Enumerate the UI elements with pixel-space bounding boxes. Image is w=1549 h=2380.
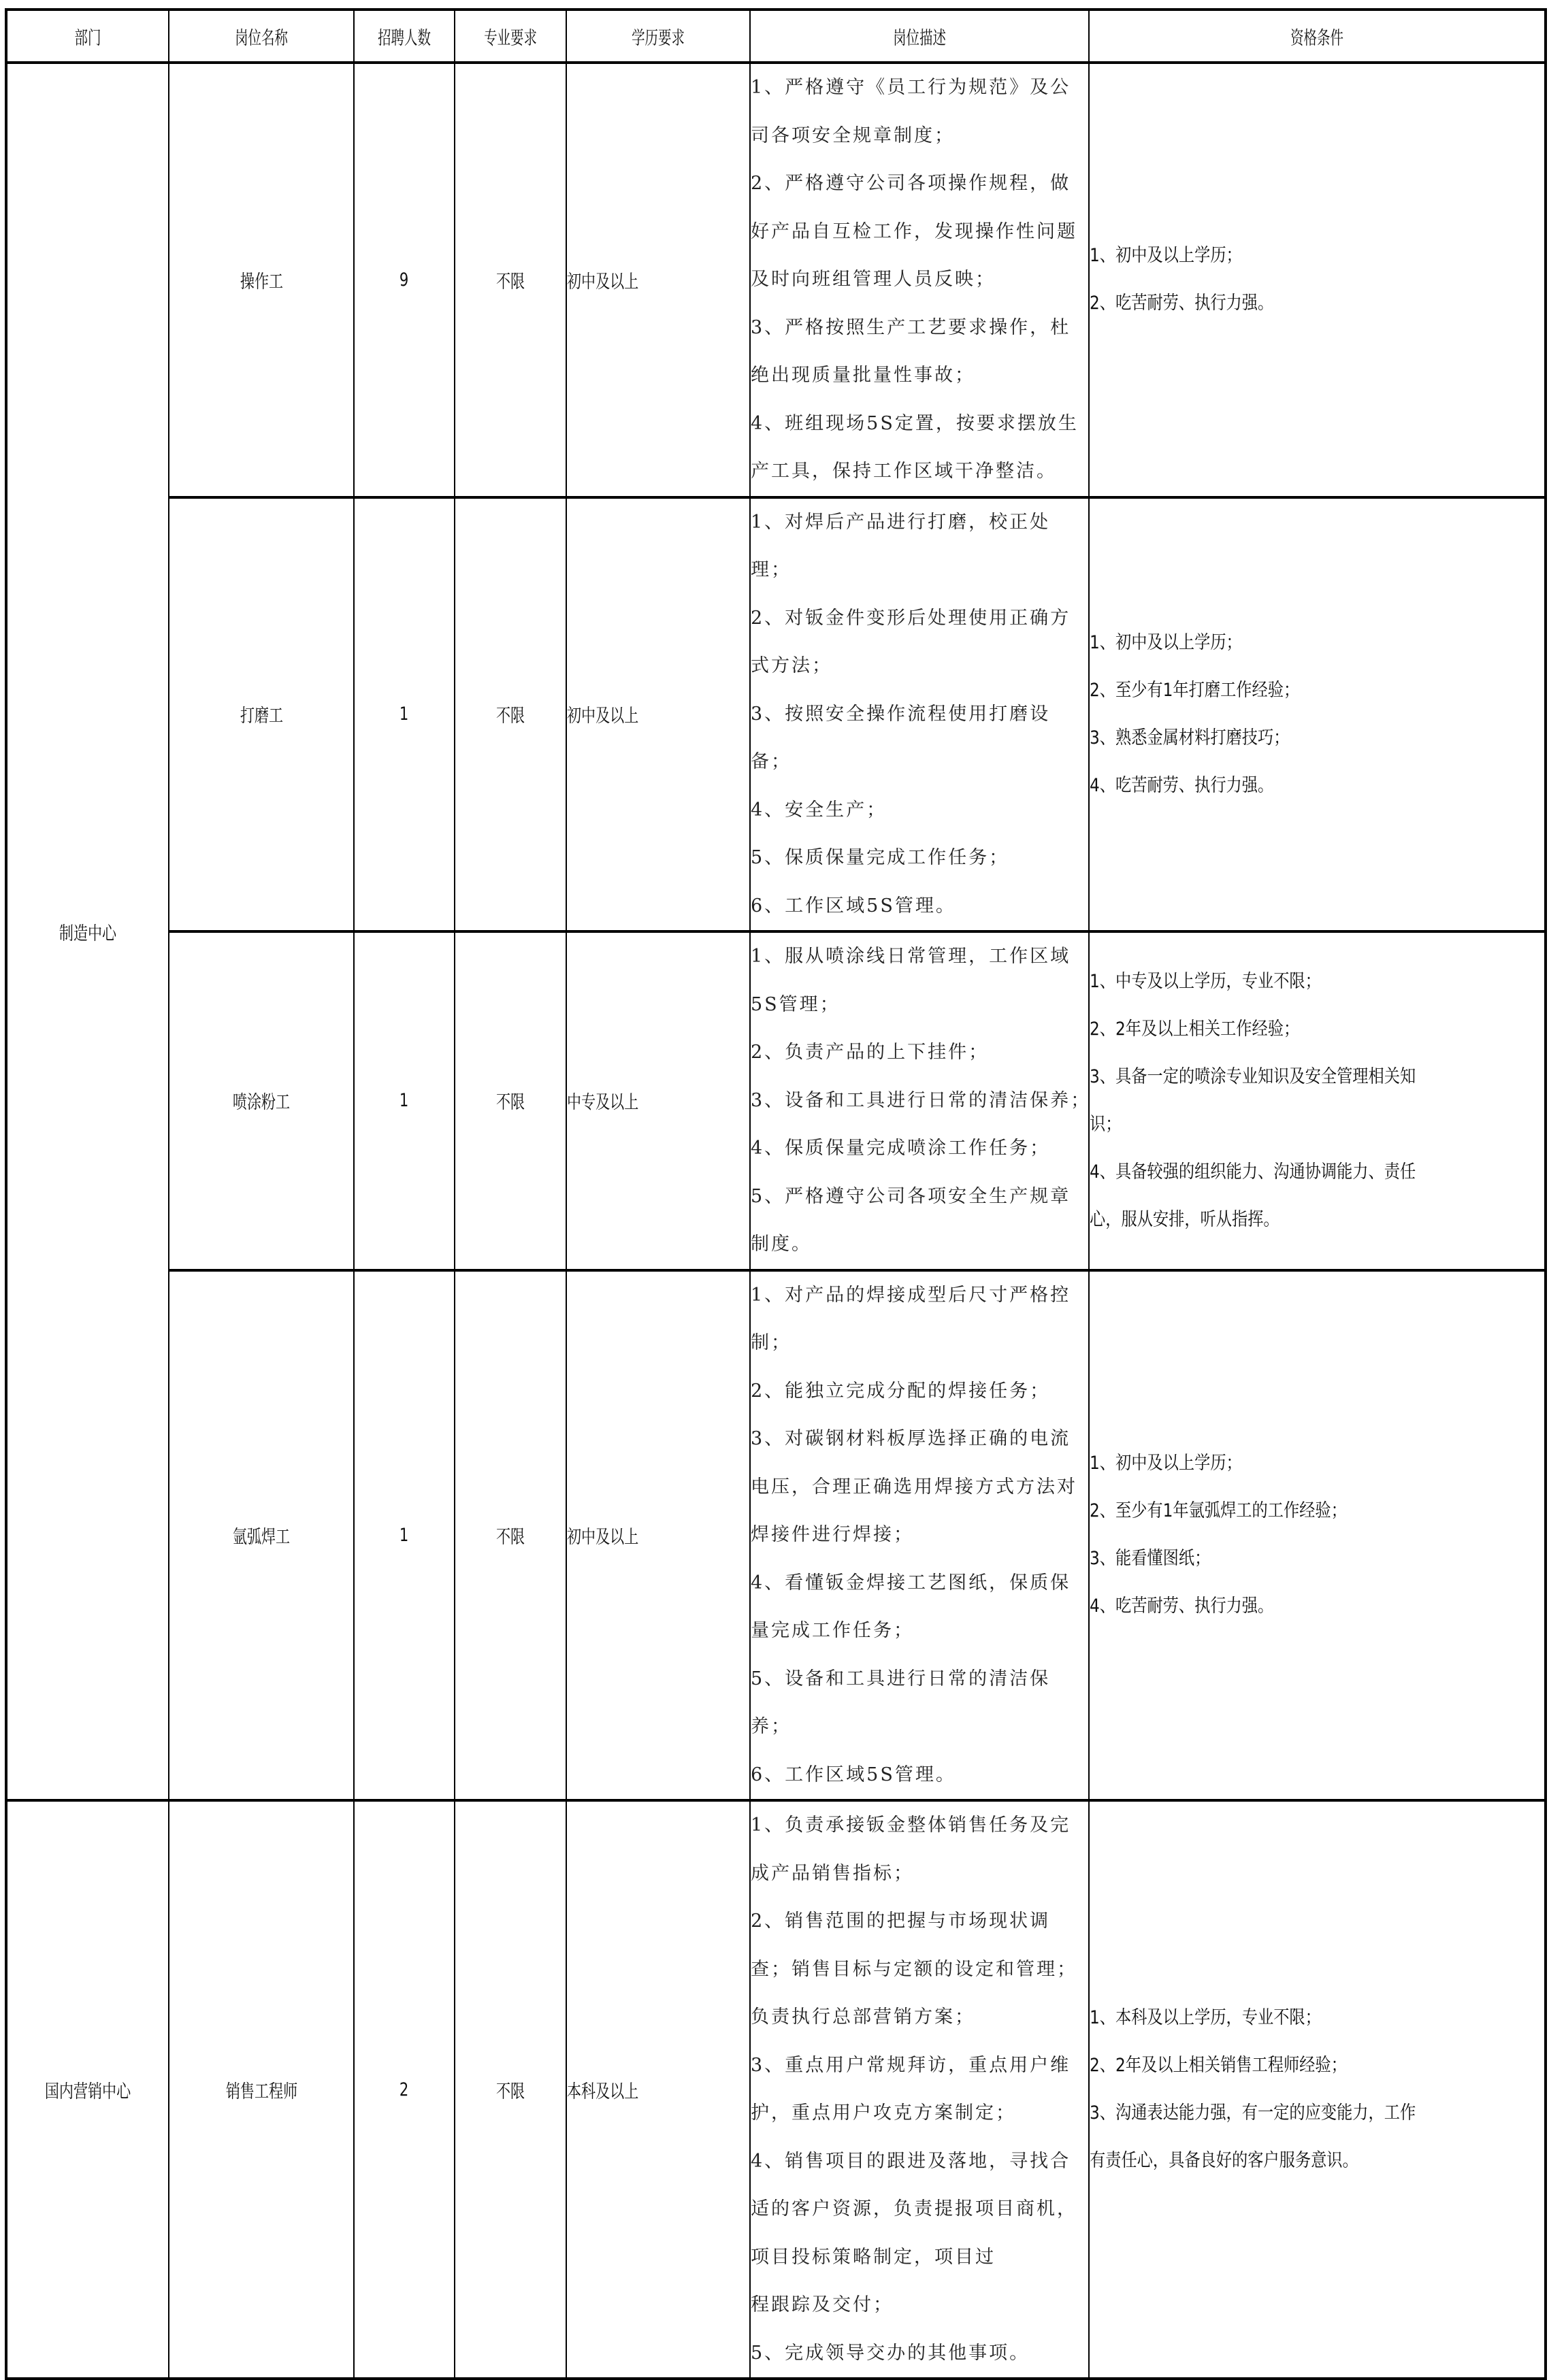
education-cell: 初中及以上 xyxy=(566,497,750,932)
description-line: 程跟踪及交付； xyxy=(751,2294,894,2315)
description-line: 1、对产品的焊接成型后尺寸严格控 xyxy=(751,1284,1071,1306)
qualification-line: 2、2年及以上相关销售工程师经验； xyxy=(1090,2055,1347,2076)
education-cell: 中专及以上 xyxy=(566,931,750,1270)
qualification-line: 1、中专及以上学历，专业不限； xyxy=(1090,970,1321,992)
description-line: 备； xyxy=(751,751,792,772)
description-line: 1、负责承接钣金整体销售任务及完 xyxy=(751,1815,1071,1836)
description-cell xyxy=(750,1800,1089,2379)
description-line: 产工具，保持工作区域干净整洁。 xyxy=(751,461,1057,482)
qualification-line: 4、具备较强的组织能力、沟通协调能力、责任 xyxy=(1090,1161,1416,1183)
position-cell: 喷涂粉工 xyxy=(169,931,354,1270)
qualification-line: 1、初中及以上学历； xyxy=(1090,631,1242,653)
qualification-cell xyxy=(1089,931,1546,1270)
description-line: 4、安全生产； xyxy=(751,799,887,821)
qualification-line: 2、2年及以上相关工作经验； xyxy=(1090,1018,1300,1040)
header-headcount: 招聘人数 xyxy=(354,10,455,63)
description-line: 1、严格遵守《员工行为规范》及公 xyxy=(751,77,1071,98)
major-cell: 不限 xyxy=(455,1800,566,2379)
description-line: 5、完成领导交办的其他事项。 xyxy=(751,2342,1030,2364)
description-line: 查；销售目标与定额的设定和管理； xyxy=(751,1958,1077,1980)
description-line: 制； xyxy=(751,1332,792,1353)
description-line: 4、销售项目的跟进及落地，寻找合 xyxy=(751,2150,1071,2172)
position-cell: 销售工程师 xyxy=(169,1800,354,2379)
description-line: 焊接件进行焊接； xyxy=(751,1524,914,1545)
qualification-line: 4、吃苦耐劳、执行力强。 xyxy=(1090,774,1274,796)
description-line: 5、严格遵守公司各项安全生产规章 xyxy=(751,1185,1071,1207)
description-line: 6、工作区域5S管理。 xyxy=(751,895,956,916)
description-line: 适的客户资源，负责提报项目商机， xyxy=(751,2198,1077,2219)
description-line: 2、对钣金件变形后处理使用正确方 xyxy=(751,607,1071,629)
description-line: 式方法； xyxy=(751,655,832,676)
table-row xyxy=(6,931,1546,1270)
description-line: 负责执行总部营销方案； xyxy=(751,2006,975,2028)
description-line: 理； xyxy=(751,559,792,580)
qualification-cell xyxy=(1089,497,1546,932)
description-line: 及时向班组管理人员反映； xyxy=(751,269,996,290)
qualification-cell xyxy=(1089,1270,1546,1801)
qualification-line: 1、初中及以上学历； xyxy=(1090,245,1242,267)
qualification-line: 2、至少有1年氩弧焊工的工作经验； xyxy=(1090,1500,1347,1522)
description-line: 好产品自互检工作，发现操作性问题 xyxy=(751,220,1077,242)
description-line: 5、设备和工具进行日常的清洁保 xyxy=(751,1668,1051,1689)
headcount-cell: 1 xyxy=(354,931,455,1270)
table-row xyxy=(6,1800,1546,2379)
description-line: 2、负责产品的上下挂件； xyxy=(751,1042,990,1063)
header-position: 岗位名称 xyxy=(169,10,354,63)
header-row xyxy=(6,10,1546,63)
qualification-line: 1、本科及以上学历，专业不限； xyxy=(1090,2007,1321,2028)
description-line: 绝出现质量批量性事故； xyxy=(751,365,975,386)
qualification-cell xyxy=(1089,63,1546,497)
major-cell: 不限 xyxy=(455,1270,566,1801)
description-line: 2、严格遵守公司各项操作规程，做 xyxy=(751,173,1071,194)
qualification-line: 4、吃苦耐劳、执行力强。 xyxy=(1090,1596,1274,1617)
header-major: 专业要求 xyxy=(455,10,566,63)
qualification-line: 有责任心，具备良好的客户服务意识。 xyxy=(1090,2150,1358,2171)
position-cell: 操作工 xyxy=(169,63,354,497)
headcount-cell: 1 xyxy=(354,1270,455,1801)
description-line: 制度。 xyxy=(751,1234,812,1255)
description-line: 项目投标策略制定，项目过 xyxy=(751,2246,996,2268)
table-row xyxy=(6,497,1546,932)
description-line: 3、按照安全操作流程使用打磨设 xyxy=(751,703,1051,725)
description-line: 1、对焊后产品进行打磨，校正处 xyxy=(751,511,1051,533)
headcount-cell: 1 xyxy=(354,497,455,932)
qualification-line: 2、吃苦耐劳、执行力强。 xyxy=(1090,293,1274,314)
description-line: 5S管理； xyxy=(751,993,841,1015)
education-cell: 初中及以上 xyxy=(566,1270,750,1801)
description-line: 3、设备和工具进行日常的清洁保养； xyxy=(751,1089,1092,1111)
description-line: 1、服从喷涂线日常管理，工作区域 xyxy=(751,946,1071,967)
major-cell: 不限 xyxy=(455,497,566,932)
description-line: 6、工作区域5S管理。 xyxy=(751,1764,956,1785)
description-line: 4、班组现场5S定置，按要求摆放生 xyxy=(751,412,1079,434)
major-cell: 不限 xyxy=(455,931,566,1270)
qualification-line: 3、能看懂图纸； xyxy=(1090,1548,1211,1570)
description-line: 电压，合理正确选用焊接方式方法对 xyxy=(751,1476,1077,1498)
position-cell: 打磨工 xyxy=(169,497,354,932)
description-line: 4、保质保量完成喷涂工作任务； xyxy=(751,1138,1051,1159)
qualification-line: 心，服从安排，听从指挥。 xyxy=(1090,1208,1279,1230)
description-line: 养； xyxy=(751,1716,792,1737)
description-line: 量完成工作任务； xyxy=(751,1620,914,1641)
description-cell xyxy=(750,63,1089,497)
header-description: 岗位描述 xyxy=(750,10,1089,63)
description-line: 2、销售范围的把握与市场现状调 xyxy=(751,1911,1051,1932)
description-line: 2、能独立完成分配的焊接任务； xyxy=(751,1380,1051,1402)
description-cell xyxy=(750,497,1089,932)
headcount-cell: 2 xyxy=(354,1800,455,2379)
header-education: 学历要求 xyxy=(566,10,750,63)
qualification-line: 3、熟悉金属材料打磨技巧； xyxy=(1090,727,1290,748)
department-cell: 制造中心 xyxy=(6,63,169,1800)
header-qualification: 资格条件 xyxy=(1089,10,1546,63)
description-line: 护，重点用户攻克方案制定； xyxy=(751,2102,1016,2123)
description-cell xyxy=(750,931,1092,1270)
header-department: 部门 xyxy=(6,10,169,63)
qualification-cell xyxy=(1089,1800,1546,2379)
qualification-line: 识； xyxy=(1090,1113,1122,1135)
description-line: 司各项安全规章制度； xyxy=(751,125,955,146)
description-line: 3、对碳钢材料板厚选择正确的电流 xyxy=(751,1428,1071,1449)
description-line: 3、重点用户常规拜访，重点用户维 xyxy=(751,2054,1071,2076)
table-row xyxy=(6,63,1546,497)
qualification-line: 3、沟通表达能力强，有一定的应变能力，工作 xyxy=(1090,2102,1416,2123)
description-line: 5、保质保量完成工作任务； xyxy=(751,847,1010,868)
qualification-line: 1、初中及以上学历； xyxy=(1090,1453,1242,1474)
position-cell: 氩弧焊工 xyxy=(169,1270,354,1801)
description-line: 3、严格按照生产工艺要求操作，杜 xyxy=(751,316,1071,338)
table-body xyxy=(6,63,1546,2379)
education-cell: 初中及以上 xyxy=(566,63,750,497)
qualification-line: 3、具备一定的喷涂专业知识及安全管理相关知 xyxy=(1090,1065,1416,1087)
education-cell: 本科及以上 xyxy=(566,1800,750,2379)
description-line: 4、看懂钣金焊接工艺图纸，保质保 xyxy=(751,1572,1071,1593)
table-row xyxy=(6,1270,1546,1801)
description-cell xyxy=(750,1270,1089,1801)
major-cell: 不限 xyxy=(455,63,566,497)
department-cell: 国内营销中心 xyxy=(6,1800,169,2379)
qualification-line: 2、至少有1年打磨工作经验； xyxy=(1090,679,1300,701)
recruitment-table xyxy=(5,8,1547,2380)
description-line: 成产品销售指标； xyxy=(751,1862,914,1884)
headcount-cell: 9 xyxy=(354,63,455,497)
